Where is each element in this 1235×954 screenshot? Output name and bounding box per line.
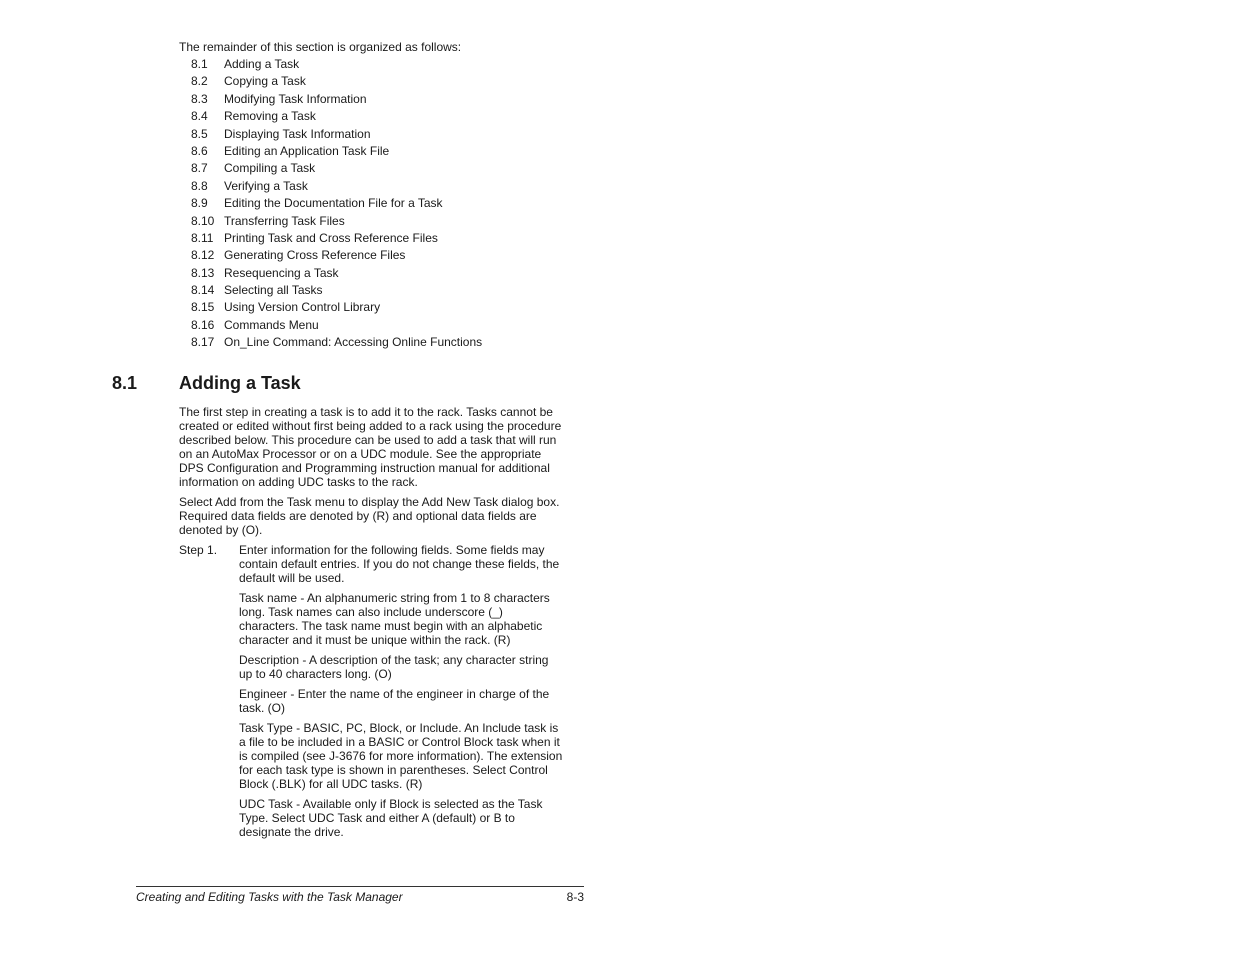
field-description: Engineer - Enter the name of the engineer in charge of the task. (O) (239, 687, 550, 715)
toc-item (191, 248, 482, 265)
toc-item-title: Verifying a Task (224, 178, 308, 193)
toc-item-number: 8.8 (191, 178, 208, 193)
footer-page-number: 8-3 (566, 890, 584, 904)
toc-item (191, 300, 482, 317)
toc-item-number: 8.17 (191, 335, 215, 350)
toc-item-number: 8.1 (191, 57, 208, 71)
field-description: Task name - An alphanumeric string from 1 to 8 characters long. Task names can also include underscore (_) characters. The task name must begin with an alphabetic character and it must be unique within the rack. (R) (239, 591, 550, 647)
toc-item-title: Transferring Task Files (224, 213, 345, 228)
toc-item-title: Commands Menu (224, 317, 319, 332)
toc-item (191, 92, 482, 109)
toc-item-title: Compiling a Task (224, 161, 316, 176)
toc-item-title: Copying a Task (224, 74, 306, 89)
toc-item (191, 266, 482, 283)
toc-item (191, 214, 482, 231)
toc-item-number: 8.14 (191, 283, 215, 298)
intro-text: The remainder of this section is organized as follows: (179, 40, 462, 54)
toc-item-number: 8.4 (191, 109, 208, 124)
section-heading (112, 372, 301, 394)
toc-item (191, 74, 482, 91)
toc-item-number: 8.9 (191, 196, 208, 211)
step-label: Step 1. (179, 543, 218, 557)
field-description: UDC Task - Available only if Block is selected as the Task Type. Select UDC Task and either A (default) or B to designate the drive. (239, 797, 543, 839)
toc-item-title: Editing the Documentation File for a Task (224, 196, 443, 211)
toc-item (191, 318, 482, 335)
footer-divider (136, 886, 584, 887)
toc-item-number: 8.11 (191, 230, 214, 245)
toc-item (191, 283, 482, 300)
toc-item-number: 8.12 (191, 248, 215, 263)
toc-item-number: 8.5 (191, 126, 208, 141)
toc-item-number: 8.7 (191, 161, 208, 176)
toc-item-number: 8.16 (191, 317, 215, 332)
toc-item (191, 109, 482, 126)
toc-item-number: 8.13 (191, 265, 215, 280)
toc-item-title: Removing a Task (224, 109, 316, 124)
body-paragraph: Select Add from the Task menu to display the Add New Task dialog box. Required data fields are denoted by (R) and optional data fields are denoted by (O). (179, 495, 560, 537)
toc-item (191, 57, 482, 74)
section-heading-number: 8.1 (112, 373, 138, 393)
section-heading-title: Adding a Task (179, 373, 301, 393)
toc-item-title: Resequencing a Task (224, 265, 339, 280)
toc-item (191, 127, 482, 144)
section-body (179, 405, 569, 845)
toc-item-title: Using Version Control Library (224, 300, 381, 315)
procedure-step (179, 543, 569, 585)
toc-item (191, 161, 482, 178)
toc-item-title: Printing Task and Cross Reference Files (224, 230, 438, 245)
toc-item-number: 8.10 (191, 213, 215, 228)
footer-chapter-title: Creating and Editing Tasks with the Task Manager (136, 890, 403, 904)
toc-item (191, 179, 482, 196)
toc-item-title: Editing an Application Task File (224, 143, 390, 158)
toc-item (191, 231, 482, 248)
toc-item-title: Generating Cross Reference Files (224, 248, 406, 263)
toc-item-number: 8.2 (191, 74, 208, 89)
section-contents-list (191, 57, 482, 353)
toc-item-number: 8.6 (191, 143, 208, 158)
toc-item (191, 144, 482, 161)
body-paragraph: The first step in creating a task is to add it to the rack. Tasks cannot be created or edited without first being added to a rack using the procedure described below. This procedure can be used to add a task that will run on an AutoMax Processor or on a UDC module. See the appropriate DPS Configuration and Programming instruction manual for additional information on adding UDC tasks to the rack. (179, 405, 562, 489)
field-description: Description - A description of the task; any character string up to 40 characters long. (O) (239, 653, 549, 681)
toc-item-title: Displaying Task Information (224, 126, 371, 141)
toc-item-title: Modifying Task Information (224, 91, 367, 106)
toc-item-number: 8.3 (191, 91, 208, 106)
field-description: Task Type - BASIC, PC, Block, or Include. An Include task is a file to be included in a BASIC or Control Block task when it is compiled (see J-3676 for more information). The extension for each task type is shown in parentheses. Select Control Block (.BLK) for all UDC tasks. (R) (239, 721, 563, 791)
toc-item (191, 335, 482, 352)
toc-item-title: Selecting all Tasks (224, 283, 323, 298)
toc-item-title: On_Line Command: Accessing Online Functions (224, 335, 483, 350)
toc-item-number: 8.15 (191, 300, 215, 315)
step-text: Enter information for the following fields. Some fields may contain default entries. If you do not change these fields, the default will be used. (239, 543, 560, 585)
toc-item (191, 196, 482, 213)
toc-item-title: Adding a Task (224, 57, 300, 71)
